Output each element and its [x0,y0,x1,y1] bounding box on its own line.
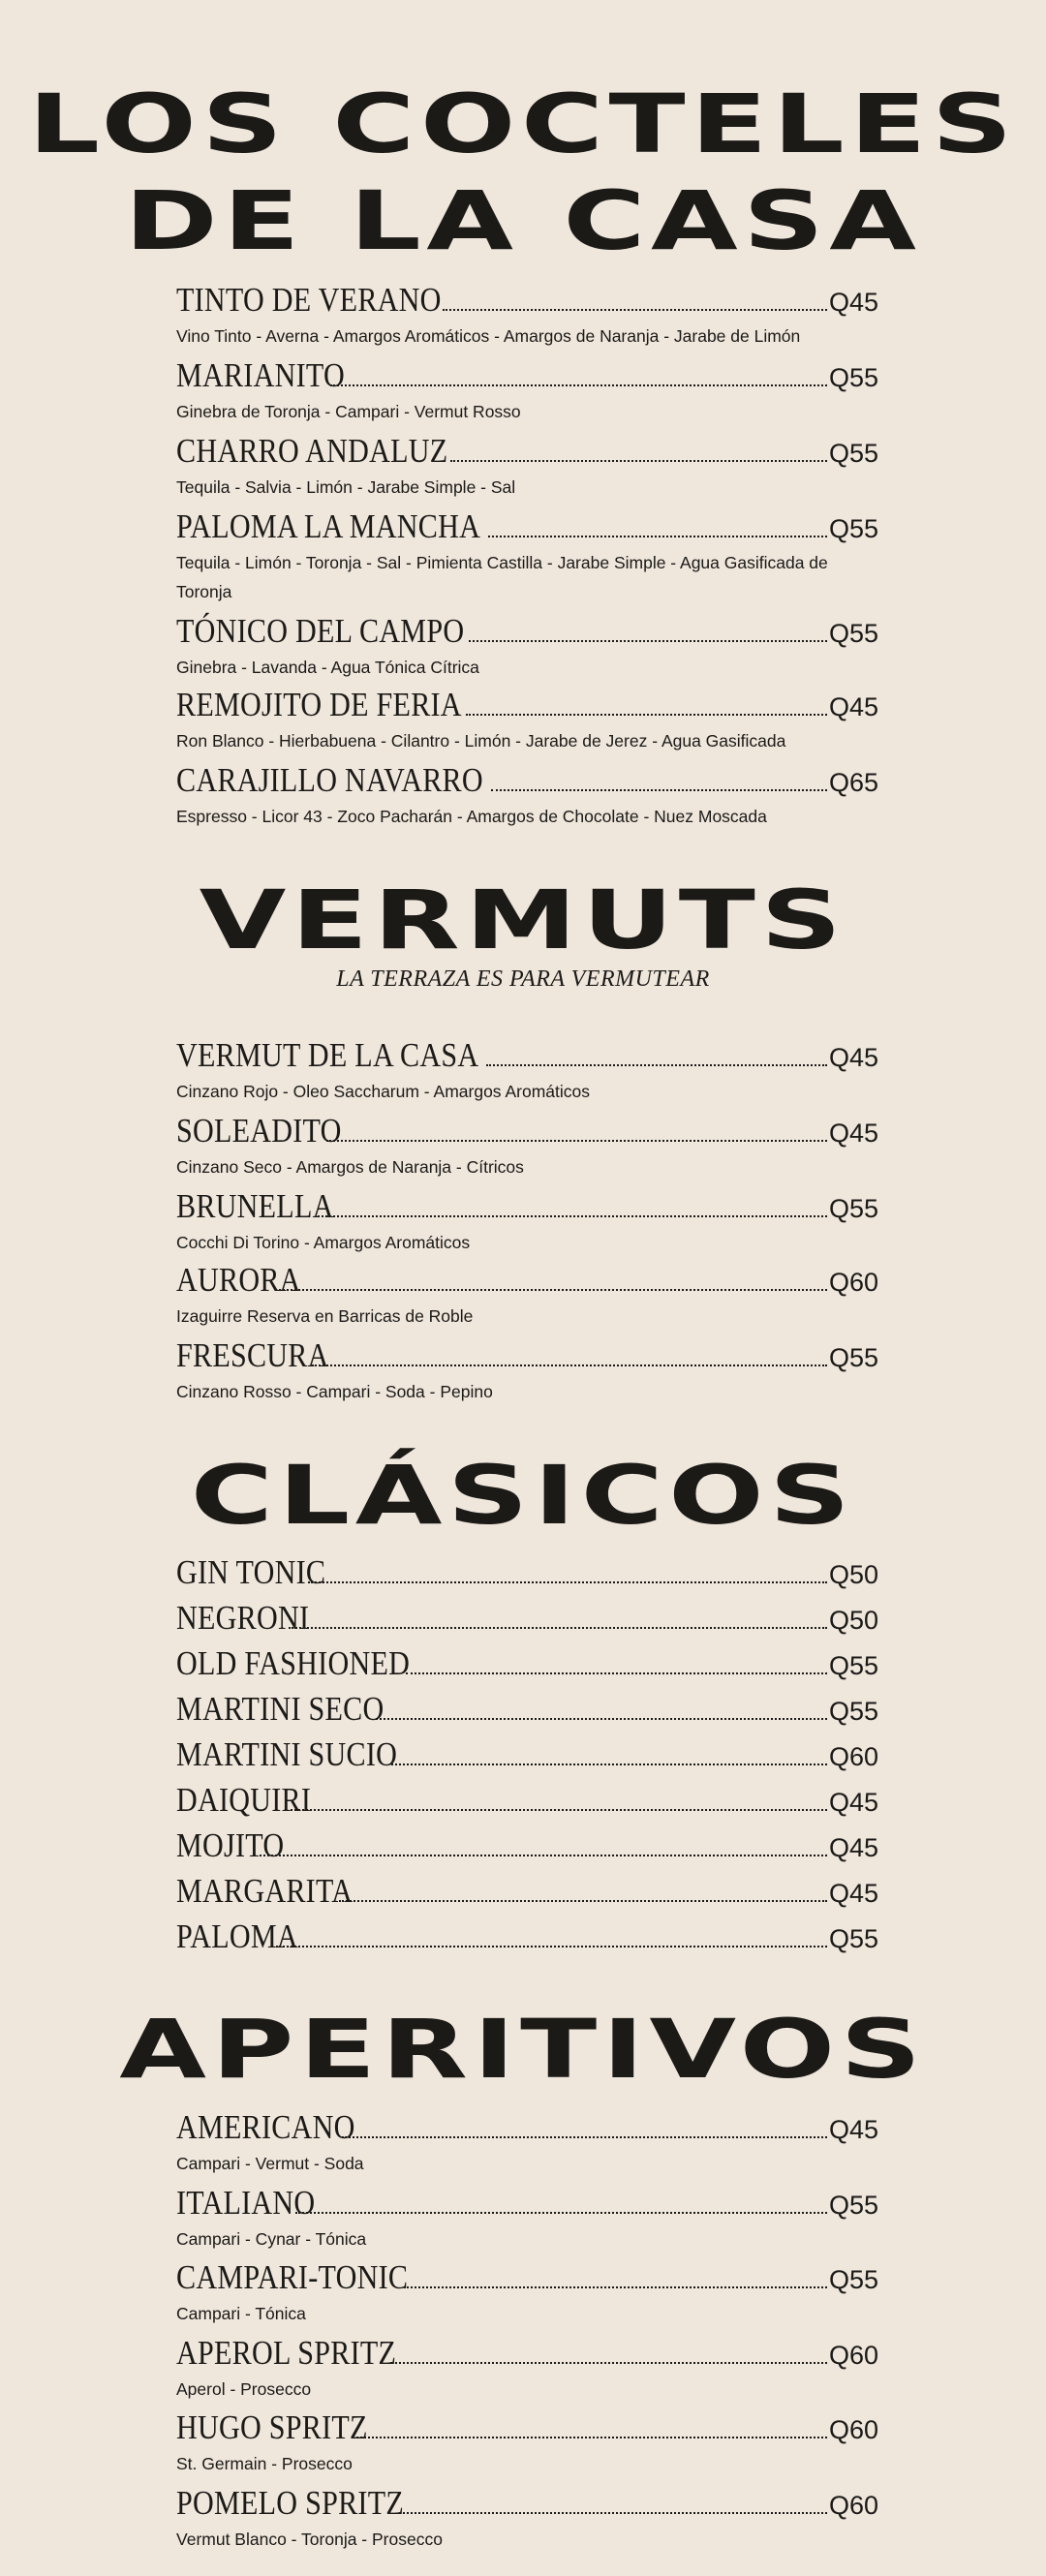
item-name: PALOMA LA MANCHA [176,507,481,545]
dot-leader [342,2135,827,2138]
item-price: Q60 [828,1742,878,1771]
item-price: Q45 [828,1833,878,1862]
item-price: Q60 [828,2415,878,2444]
dot-leader [276,1945,827,1947]
item-name: GIN TONIC [176,1553,326,1591]
menu-item [176,612,878,682]
item-name: OLD FASHIONED [176,1644,411,1682]
item-price: Q60 [828,2491,878,2520]
menu-item [176,1826,878,1867]
item-name: CARAJILLO NAVARRO [176,761,483,799]
dot-leader [404,2285,827,2288]
menu-item [176,686,878,755]
item-name: MARTINI SUCIO [176,1735,398,1773]
item-price: Q60 [828,1268,878,1297]
item-name: POMELO SPRITZ [176,2484,404,2522]
menu-item [176,1112,878,1181]
item-description: Cinzano Rojo - Oleo Saccharum - Amargos Aromáticos [176,1082,590,1101]
item-name: AMERICANO [176,2108,355,2146]
item-price: Q55 [828,363,878,392]
item-description: Izaguirre Reserva en Barricas de Roble [176,1306,474,1326]
item-name: APEROL SPRITZ [176,2334,397,2372]
menu-item [176,432,878,502]
dot-leader [488,535,827,537]
item-name: TINTO DE VERANO [176,281,442,319]
dot-leader [376,1717,827,1720]
dot-leader [295,2211,827,2214]
item-price: Q55 [828,514,878,543]
dot-leader [330,383,827,386]
dot-leader [390,2361,827,2364]
item-description: Aperol - Prosecco [176,2379,312,2399]
menu-item [176,1644,878,1685]
item-description: Campari - Vermut - Soda [176,2154,364,2173]
item-price: Q45 [828,2115,878,2144]
dot-leader [279,1288,827,1291]
item-price: Q45 [828,1119,878,1148]
item-name: CHARRO ANDALUZ [176,432,448,470]
dot-leader [399,2511,827,2514]
menu-item [176,2484,878,2554]
menu-item [176,1781,878,1822]
section-subtitle-vermuts: LA TERRAZA ES PARA VERMUTEAR [336,966,710,992]
menu-item [176,281,878,351]
item-description: Ginebra - Lavanda - Agua Tónica Cítrica [176,658,479,677]
item-price: Q55 [828,439,878,468]
item-description: St. Germain - Prosecco [176,2454,353,2473]
item-name: REMOJITO DE FERIA [176,686,462,723]
menu-item [176,1917,878,1958]
dot-leader [406,1671,827,1674]
item-price: Q50 [828,1560,878,1589]
dot-leader [291,1808,827,1811]
dot-leader [443,308,827,311]
item-price: Q55 [828,2191,878,2220]
item-name: HUGO SPRITZ [176,2408,368,2446]
dot-leader [312,1364,827,1366]
dot-leader [491,788,827,791]
menu-item [176,2184,878,2254]
item-description: Tequila - Salvia - Limón - Jarabe Simple - Sal [176,477,516,497]
dot-leader [356,2436,827,2438]
menu-item [176,1336,878,1406]
dot-leader [466,713,827,716]
section-title-vermuts: VERMUTS [199,873,847,967]
item-description: Campari - Tónica [176,2304,306,2323]
item-description: Ron Blanco - Hierbabuena - Cilantro - Limón - Jarabe de Jerez - Agua Gasificada [176,731,786,751]
dot-leader [326,1139,827,1142]
item-price: Q55 [828,1343,878,1372]
dot-leader [308,1580,827,1583]
item-name: TÓNICO DEL CAMPO [176,612,465,650]
item-name: MARIANITO [176,356,346,394]
menu-item [176,1187,878,1257]
item-description: Campari - Cynar - Tónica [176,2229,367,2249]
item-description: Ginebra de Toronja - Campari - Vermut Rosso [176,402,521,421]
item-price: Q50 [828,1606,878,1635]
item-price: Q45 [828,1788,878,1817]
item-name: AURORA [176,1261,301,1299]
menu-item [176,761,878,831]
item-name: MOJITO [176,1826,285,1864]
item-price: Q45 [828,692,878,721]
item-price: Q45 [828,1879,878,1908]
section-title-cocteles-line2: DE LA CASA [124,173,922,268]
dot-leader [289,1626,827,1629]
menu-item [176,1872,878,1913]
item-name: VERMUT DE LA CASA [176,1036,479,1074]
item-name: NEGRONI [176,1599,310,1637]
item-price: Q55 [828,2265,878,2294]
item-name: MARGARITA [176,1872,354,1910]
item-description: Cinzano Seco - Amargos de Naranja - Cítricos [176,1157,524,1177]
item-price: Q55 [828,1924,878,1953]
item-description: Vino Tinto - Averna - Amargos Aromáticos - Amargos de Naranja - Jarabe de Limón [176,326,801,346]
menu-item [176,2258,878,2328]
dot-leader [391,1763,827,1765]
menu-item [176,1261,878,1331]
item-name: MARTINI SECO [176,1690,385,1728]
dot-leader [339,1899,827,1902]
item-price: Q55 [828,619,878,648]
menu-item [176,507,878,606]
menu-item [176,1735,878,1776]
item-description: Espresso - Licor 43 - Zoco Pacharán - Amargos de Chocolate - Nuez Moscada [176,807,767,826]
dot-leader [486,1063,827,1066]
menu-item [176,2108,878,2178]
menu-item [176,356,878,426]
item-name: BRUNELLA [176,1187,334,1225]
dot-leader [260,1854,827,1856]
dot-leader [318,1214,827,1217]
section-title-cocteles-line1: LOS COCTELES [28,77,1018,171]
menu-item [176,1599,878,1640]
dot-leader [469,639,827,642]
section-title-aperitivos: APERITIVOS [119,2002,927,2097]
item-price: Q55 [828,1651,878,1680]
item-description: Tequila - Limón - Toronja - Sal - Pimienta Castilla - Jarabe Simple - Agua Gasificada de Toronja [176,553,828,601]
item-name: CAMPARI-TONIC [176,2258,409,2296]
item-price: Q45 [828,1043,878,1072]
item-price: Q60 [828,2341,878,2370]
menu-item [176,2334,878,2404]
item-name: SOLEADITO [176,1112,342,1150]
menu-item [176,1690,878,1731]
item-description: Vermut Blanco - Toronja - Prosecco [176,2530,443,2549]
item-name: ITALIANO [176,2184,316,2222]
item-price: Q55 [828,1194,878,1223]
menu-item [176,2408,878,2478]
item-name: DAIQUIRI [176,1781,312,1819]
section-title-clasicos: CLÁSICOS [190,1448,856,1543]
item-name: PALOMA [176,1917,298,1955]
item-price: Q65 [828,768,878,797]
menu-item [176,1036,878,1106]
item-name: FRESCURA [176,1336,329,1374]
item-description: Cocchi Di Torino - Amargos Aromáticos [176,1233,471,1252]
menu-item [176,1553,878,1594]
item-price: Q55 [828,1697,878,1726]
item-description: Cinzano Rosso - Campari - Soda - Pepino [176,1382,493,1401]
item-price: Q45 [828,288,878,317]
dot-leader [450,459,827,462]
